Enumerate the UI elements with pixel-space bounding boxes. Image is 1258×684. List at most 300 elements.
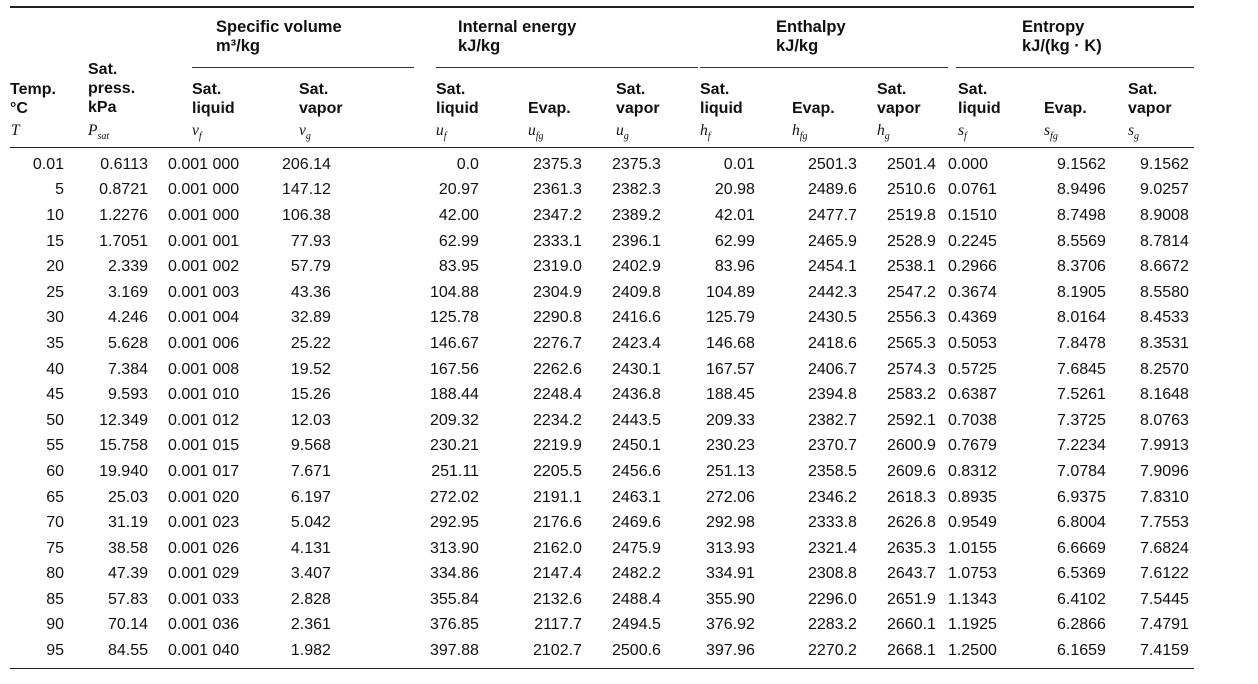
- cell-psat: 15.758: [99, 437, 148, 455]
- cell-ufg: 2333.1: [533, 232, 582, 250]
- cell-hg: 2565.3: [887, 334, 936, 352]
- table-row: [10, 280, 1189, 306]
- col-head-ufg: Evap.: [528, 100, 571, 117]
- cell-vg: 9.568: [290, 437, 331, 455]
- cell-hg: 2643.7: [887, 565, 936, 583]
- cell-sf: 0.2245: [947, 232, 997, 250]
- cell-hf: 167.57: [706, 360, 755, 378]
- table-row: [10, 510, 1189, 536]
- cell-uf: 251.11: [431, 462, 479, 480]
- col-head-ug: Sat. vapor: [616, 81, 660, 117]
- cell-hg: 2592.1: [887, 411, 936, 429]
- cell-ufg: 2262.6: [533, 360, 582, 378]
- cell-sg: 7.9913: [1140, 437, 1189, 455]
- cell-uf: 188.44: [430, 386, 479, 404]
- cell-vg: 147.12: [282, 181, 331, 199]
- group-rule-entropy: [956, 67, 1194, 68]
- cell-sf: 1.0155: [947, 539, 997, 557]
- cell-vf: 0.001 012: [168, 411, 240, 429]
- cell-hf: 334.91: [706, 565, 755, 583]
- group-rule-internal-energy: [436, 67, 698, 68]
- col-sym-hfg: $h_{fg}$: [792, 122, 808, 143]
- cell-hg: 2626.8: [887, 514, 936, 532]
- cell-vg: 7.671: [290, 462, 331, 480]
- cell-psat: 4.246: [107, 309, 148, 327]
- cell-sfg: 8.1905: [1057, 283, 1106, 301]
- group-unit: kJ/(kg · K): [1022, 37, 1102, 55]
- cell-hg: 2609.6: [887, 462, 936, 480]
- table-row: [10, 331, 1189, 357]
- cell-sf: 0.7038: [947, 411, 997, 429]
- cell-psat: 25.03: [107, 488, 148, 506]
- group-title: Internal energy: [458, 18, 577, 36]
- table-row: [10, 254, 1189, 280]
- cell-temp: 10: [46, 206, 64, 224]
- cell-vf: 0.001 023: [168, 514, 240, 532]
- cell-hf: 376.92: [706, 616, 755, 634]
- cell-vg: 19.52: [290, 360, 331, 378]
- cell-hfg: 2454.1: [808, 258, 857, 276]
- cell-ug: 2416.6: [612, 309, 661, 327]
- cell-vg: 6.197: [290, 488, 331, 506]
- cell-vg: 4.131: [290, 539, 331, 557]
- cell-sfg: 7.0784: [1057, 462, 1106, 480]
- cell-temp: 25: [46, 283, 64, 301]
- cell-psat: 2.339: [107, 258, 148, 276]
- cell-sg: 9.1562: [1140, 155, 1189, 173]
- cell-temp: 65: [46, 488, 64, 506]
- cell-psat: 70.14: [107, 616, 148, 634]
- cell-ug: 2423.4: [612, 334, 661, 352]
- cell-uf: 20.97: [438, 181, 479, 199]
- cell-hfg: 2489.6: [808, 181, 857, 199]
- group-enthalpy: [776, 18, 846, 56]
- cell-vf: 0.001 000: [168, 155, 240, 173]
- cell-temp: 45: [46, 386, 64, 404]
- cell-hg: 2547.2: [887, 283, 936, 301]
- cell-sfg: 6.2866: [1057, 616, 1106, 634]
- cell-hg: 2600.9: [887, 437, 936, 455]
- cell-sfg: 7.2234: [1057, 437, 1106, 455]
- col-sym-vg: $v_g$: [299, 122, 311, 143]
- cell-hf: 42.01: [714, 206, 755, 224]
- table-row: [10, 536, 1189, 562]
- cell-ufg: 2276.7: [533, 334, 582, 352]
- cell-vf: 0.001 000: [168, 181, 240, 199]
- cell-temp: 0.01: [32, 155, 64, 173]
- col-sym-hg: $h_g$: [877, 122, 890, 143]
- table-row: [10, 178, 1189, 204]
- cell-temp: 75: [46, 539, 64, 557]
- cell-uf: 334.86: [430, 565, 479, 583]
- cell-hf: 272.06: [706, 488, 755, 506]
- cell-hf: 125.79: [706, 309, 755, 327]
- table-row: [10, 638, 1189, 664]
- cell-psat: 19.940: [99, 462, 148, 480]
- cell-uf: 42.00: [438, 206, 479, 224]
- cell-sfg: 7.5261: [1057, 386, 1106, 404]
- cell-vf: 0.001 003: [168, 283, 240, 301]
- cell-sg: 8.9008: [1140, 206, 1189, 224]
- cell-vf: 0.001 020: [168, 488, 240, 506]
- cell-vg: 106.38: [282, 206, 331, 224]
- group-internal-energy: [458, 18, 576, 56]
- cell-sfg: 8.9496: [1057, 181, 1106, 199]
- cell-vf: 0.001 008: [168, 360, 240, 378]
- cell-ug: 2482.2: [612, 565, 661, 583]
- cell-vf: 0.001 017: [168, 462, 240, 480]
- cell-uf: 313.90: [430, 539, 479, 557]
- cell-ug: 2494.5: [612, 616, 661, 634]
- col-sym-vf: $v_f$: [192, 122, 202, 143]
- col-sym-uf: $u_f$: [436, 122, 447, 143]
- table-row: [10, 357, 1189, 383]
- cell-sf: 0.0761: [947, 181, 997, 199]
- cell-sg: 7.7553: [1140, 514, 1189, 532]
- cell-vg: 5.042: [290, 514, 331, 532]
- cell-hfg: 2465.9: [808, 232, 857, 250]
- col-head-uf: Sat. liquid: [436, 81, 479, 117]
- cell-psat: 0.6113: [100, 155, 148, 173]
- cell-sf: 0.6387: [947, 386, 997, 404]
- cell-ufg: 2147.4: [533, 565, 582, 583]
- cell-hg: 2556.3: [887, 309, 936, 327]
- cell-hfg: 2406.7: [808, 360, 857, 378]
- cell-sfg: 8.3706: [1057, 258, 1106, 276]
- cell-ug: 2402.9: [612, 258, 661, 276]
- cell-sg: 8.4533: [1140, 309, 1189, 327]
- cell-hfg: 2370.7: [808, 437, 857, 455]
- table-row: [10, 203, 1189, 229]
- cell-hfg: 2270.2: [808, 642, 857, 660]
- cell-vf: 0.001 015: [168, 437, 240, 455]
- cell-temp: 80: [46, 565, 64, 583]
- cell-psat: 1.2276: [99, 206, 148, 224]
- col-sym-hf: $h_f$: [700, 122, 711, 143]
- cell-ug: 2409.8: [612, 283, 661, 301]
- cell-vg: 25.22: [290, 334, 331, 352]
- cell-vg: 32.89: [290, 309, 331, 327]
- cell-vg: 2.828: [290, 590, 331, 608]
- cell-psat: 5.628: [107, 334, 148, 352]
- cell-psat: 84.55: [107, 642, 148, 660]
- cell-sfg: 9.1562: [1057, 155, 1106, 173]
- cell-temp: 15: [46, 232, 64, 250]
- cell-hf: 83.96: [714, 258, 755, 276]
- cell-temp: 35: [46, 334, 64, 352]
- cell-ufg: 2176.6: [533, 514, 582, 532]
- cell-hg: 2668.1: [887, 642, 936, 660]
- cell-vf: 0.001 000: [168, 206, 240, 224]
- cell-uf: 376.85: [430, 616, 479, 634]
- group-entropy: [1022, 18, 1102, 56]
- cell-sf: 1.0753: [947, 565, 997, 583]
- cell-ug: 2382.3: [612, 181, 661, 199]
- cell-vg: 1.982: [290, 642, 331, 660]
- cell-sg: 7.8310: [1140, 488, 1189, 506]
- cell-hg: 2660.1: [887, 616, 936, 634]
- col-sym-sg: $s_g$: [1128, 122, 1140, 143]
- cell-sf: 0.1510: [947, 206, 997, 224]
- cell-sfg: 8.0164: [1057, 309, 1106, 327]
- col-head-temp: Temp. °C: [10, 81, 56, 117]
- cell-sg: 8.0763: [1140, 411, 1189, 429]
- col-head-hfg: Evap.: [792, 100, 835, 117]
- cell-sfg: 6.1659: [1057, 642, 1106, 660]
- cell-psat: 47.39: [107, 565, 148, 583]
- cell-sfg: 6.4102: [1057, 590, 1106, 608]
- cell-hfg: 2321.4: [808, 539, 857, 557]
- cell-ug: 2443.5: [612, 411, 661, 429]
- table-row: [10, 613, 1189, 639]
- cell-ug: 2450.1: [612, 437, 661, 455]
- group-title: Enthalpy: [776, 18, 846, 36]
- cell-hfg: 2382.7: [808, 411, 857, 429]
- group-unit: kJ/kg: [458, 37, 501, 55]
- cell-sg: 8.3531: [1140, 334, 1189, 352]
- cell-sf: 1.1925: [947, 616, 997, 634]
- cell-ug: 2475.9: [612, 539, 661, 557]
- cell-ug: 2436.8: [612, 386, 661, 404]
- cell-sg: 7.9096: [1140, 462, 1189, 480]
- cell-temp: 60: [46, 462, 64, 480]
- cell-hfg: 2333.8: [808, 514, 857, 532]
- cell-vg: 12.03: [290, 411, 331, 429]
- cell-hfg: 2442.3: [808, 283, 857, 301]
- cell-temp: 5: [55, 181, 64, 199]
- cell-ufg: 2347.2: [533, 206, 582, 224]
- cell-hf: 251.13: [706, 462, 755, 480]
- cell-sf: 0.5053: [947, 334, 997, 352]
- cell-hg: 2519.8: [887, 206, 936, 224]
- cell-vg: 3.407: [290, 565, 331, 583]
- cell-temp: 55: [46, 437, 64, 455]
- cell-uf: 272.02: [430, 488, 479, 506]
- group-specific-volume: [216, 18, 342, 56]
- cell-hg: 2574.3: [887, 360, 936, 378]
- cell-ug: 2375.3: [612, 155, 661, 173]
- cell-hf: 146.68: [706, 334, 755, 352]
- cell-sfg: 6.5369: [1057, 565, 1106, 583]
- cell-ufg: 2205.5: [533, 462, 582, 480]
- cell-sg: 7.6122: [1140, 565, 1189, 583]
- col-sym-sfg: $s_{fg}$: [1044, 122, 1058, 143]
- cell-sf: 0.9549: [947, 514, 997, 532]
- table-body: [10, 152, 1189, 664]
- cell-uf: 146.67: [430, 334, 479, 352]
- cell-hf: 292.98: [706, 514, 755, 532]
- cell-ufg: 2132.6: [533, 590, 582, 608]
- cell-ug: 2456.6: [612, 462, 661, 480]
- cell-psat: 38.58: [107, 539, 148, 557]
- cell-sfg: 8.7498: [1057, 206, 1106, 224]
- cell-psat: 1.7051: [99, 232, 148, 250]
- cell-sg: 9.0257: [1140, 181, 1189, 199]
- cell-hg: 2528.9: [887, 232, 936, 250]
- cell-ufg: 2117.7: [534, 616, 582, 634]
- cell-hfg: 2346.2: [808, 488, 857, 506]
- table-row: [10, 587, 1189, 613]
- cell-psat: 3.169: [107, 283, 148, 301]
- cell-sf: 0.8312: [947, 462, 997, 480]
- cell-vf: 0.001 029: [168, 565, 240, 583]
- table-row: [10, 434, 1189, 460]
- table-row: [10, 306, 1189, 332]
- cell-uf: 125.78: [430, 309, 479, 327]
- cell-uf: 292.95: [430, 514, 479, 532]
- cell-vg: 57.79: [290, 258, 331, 276]
- cell-psat: 31.19: [107, 514, 148, 532]
- cell-sfg: 6.9375: [1057, 488, 1106, 506]
- cell-vf: 0.001 001: [168, 232, 240, 250]
- cell-ufg: 2219.9: [533, 437, 582, 455]
- cell-hg: 2501.4: [887, 155, 936, 173]
- cell-ug: 2469.6: [612, 514, 661, 532]
- cell-sf: 0.8935: [947, 488, 997, 506]
- cell-uf: 104.88: [430, 283, 479, 301]
- cell-vg: 77.93: [290, 232, 331, 250]
- cell-vg: 206.14: [282, 155, 331, 173]
- cell-ug: 2389.2: [612, 206, 661, 224]
- table-row: [10, 229, 1189, 255]
- cell-sf: 0.5725: [947, 360, 997, 378]
- group-title: Specific volume: [216, 18, 342, 36]
- cell-vf: 0.001 002: [168, 258, 240, 276]
- cell-psat: 57.83: [107, 590, 148, 608]
- cell-hfg: 2394.8: [808, 386, 857, 404]
- table-row: [10, 408, 1189, 434]
- cell-sf: 1.2500: [947, 642, 997, 660]
- cell-temp: 30: [46, 309, 64, 327]
- col-sym-psat: $P_{sat}$: [88, 122, 110, 143]
- cell-hg: 2651.9: [887, 590, 936, 608]
- cell-hg: 2510.6: [887, 181, 936, 199]
- cell-temp: 70: [46, 514, 64, 532]
- cell-sg: 8.6672: [1140, 258, 1189, 276]
- cell-ufg: 2162.0: [533, 539, 582, 557]
- cell-hf: 104.89: [706, 283, 755, 301]
- col-sym-temp: T: [11, 122, 20, 139]
- cell-sfg: 6.8004: [1057, 514, 1106, 532]
- col-head-hf: Sat. liquid: [700, 81, 743, 117]
- col-head-sg: Sat. vapor: [1128, 81, 1172, 117]
- table-row: [10, 562, 1189, 588]
- cell-uf: 83.95: [438, 258, 479, 276]
- cell-temp: 20: [46, 258, 64, 276]
- cell-sf: 0.4369: [947, 309, 997, 327]
- header-rule: [10, 147, 1194, 148]
- cell-hfg: 2296.0: [808, 590, 857, 608]
- col-sym-sf: $s_f$: [958, 122, 967, 143]
- cell-ug: 2430.1: [612, 360, 661, 378]
- cell-temp: 40: [46, 360, 64, 378]
- cell-vg: 2.361: [290, 616, 331, 634]
- cell-hfg: 2283.2: [808, 616, 857, 634]
- cell-ufg: 2361.3: [533, 181, 582, 199]
- cell-hf: 20.98: [714, 181, 755, 199]
- cell-ufg: 2319.0: [533, 258, 582, 276]
- cell-sg: 7.4159: [1140, 642, 1189, 660]
- cell-hf: 313.93: [706, 539, 755, 557]
- cell-ufg: 2248.4: [533, 386, 582, 404]
- cell-psat: 0.8721: [99, 181, 148, 199]
- cell-hg: 2538.1: [887, 258, 936, 276]
- cell-vg: 43.36: [290, 283, 331, 301]
- cell-uf: 397.88: [430, 642, 479, 660]
- cell-psat: 12.349: [99, 411, 148, 429]
- cell-vf: 0.001 010: [168, 386, 240, 404]
- cell-temp: 95: [46, 642, 64, 660]
- cell-sf: 0.7679: [947, 437, 997, 455]
- cell-sg: 8.2570: [1140, 360, 1189, 378]
- cell-hf: 397.96: [706, 642, 755, 660]
- cell-hfg: 2358.5: [808, 462, 857, 480]
- cell-temp: 90: [46, 616, 64, 634]
- cell-sfg: 7.6845: [1057, 360, 1106, 378]
- cell-ufg: 2290.8: [533, 309, 582, 327]
- cell-vf: 0.001 004: [168, 309, 240, 327]
- cell-ug: 2463.1: [612, 488, 661, 506]
- cell-hf: 62.99: [714, 232, 755, 250]
- cell-hf: 355.90: [706, 590, 755, 608]
- cell-sf: 0.000: [947, 155, 988, 173]
- cell-sfg: 7.8478: [1057, 334, 1106, 352]
- col-head-vf: Sat. liquid: [192, 81, 235, 117]
- cell-hg: 2635.3: [887, 539, 936, 557]
- cell-hfg: 2430.5: [808, 309, 857, 327]
- cell-sg: 8.5580: [1140, 283, 1189, 301]
- col-head-sfg: Evap.: [1044, 100, 1087, 117]
- cell-hg: 2618.3: [887, 488, 936, 506]
- cell-uf: 230.21: [430, 437, 479, 455]
- table-row: [10, 152, 1189, 178]
- cell-temp: 85: [46, 590, 64, 608]
- col-sym-ug: $u_g$: [616, 122, 629, 143]
- col-head-sf: Sat. liquid: [958, 81, 1001, 117]
- group-title: Entropy: [1022, 18, 1085, 36]
- table-row: [10, 485, 1189, 511]
- cell-uf: 62.99: [438, 232, 479, 250]
- cell-sfg: 8.5569: [1057, 232, 1106, 250]
- cell-hfg: 2477.7: [808, 206, 857, 224]
- data-table: [10, 152, 1189, 664]
- cell-sg: 8.7814: [1140, 232, 1189, 250]
- table-row: [10, 459, 1189, 485]
- cell-ug: 2488.4: [612, 590, 661, 608]
- cell-sg: 7.6824: [1140, 539, 1189, 557]
- group-rule-specific-volume: [192, 67, 414, 68]
- cell-ug: 2500.6: [612, 642, 661, 660]
- cell-hf: 0.01: [723, 155, 755, 173]
- cell-hfg: 2418.6: [808, 334, 857, 352]
- cell-sg: 8.1648: [1140, 386, 1189, 404]
- cell-uf: 355.84: [430, 590, 479, 608]
- cell-ufg: 2191.1: [533, 488, 582, 506]
- cell-sf: 0.3674: [947, 283, 997, 301]
- cell-vf: 0.001 033: [168, 590, 240, 608]
- cell-hf: 209.33: [706, 411, 755, 429]
- cell-vf: 0.001 040: [168, 642, 240, 660]
- cell-sfg: 7.3725: [1057, 411, 1106, 429]
- cell-hf: 188.45: [706, 386, 755, 404]
- cell-ufg: 2102.7: [533, 642, 582, 660]
- cell-hf: 230.23: [706, 437, 755, 455]
- group-unit: kJ/kg: [776, 37, 819, 55]
- cell-temp: 50: [46, 411, 64, 429]
- cell-hg: 2583.2: [887, 386, 936, 404]
- cell-vf: 0.001 026: [168, 539, 240, 557]
- col-head-hg: Sat. vapor: [877, 81, 921, 117]
